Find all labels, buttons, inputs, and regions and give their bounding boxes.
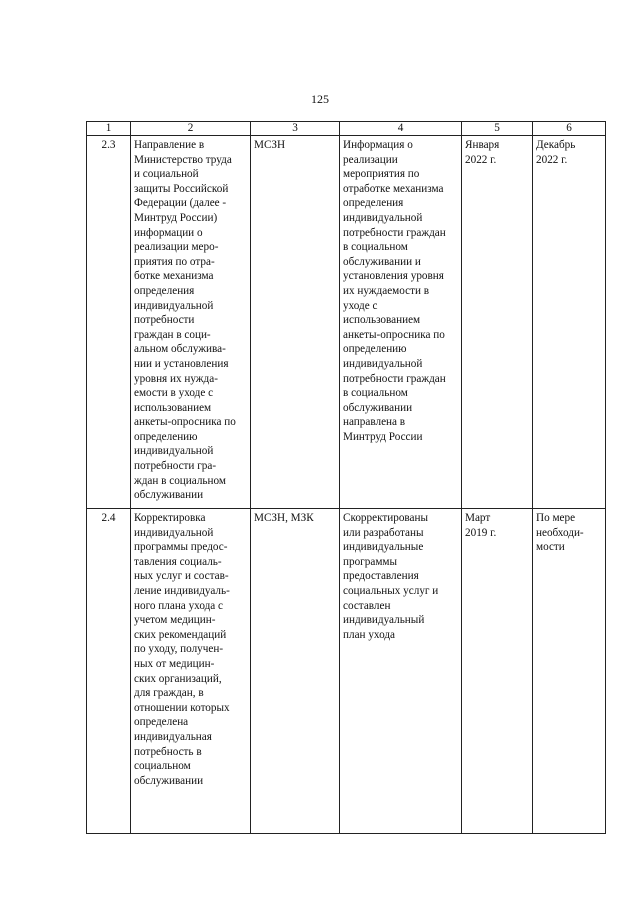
end-date: По мере необходи- мости <box>533 509 606 834</box>
expected-result: Информация о реализации мероприятия по отработке механизма определения индивидуальной потребности граждан в социальном обслуживании и установления уровня их нуждаемости в уходе с использованием анкеты-опросника по определению индивидуальной потребности граждан в социальном обслуживании направлена в Минтруд России <box>340 136 462 509</box>
table-row <box>87 509 606 834</box>
item-number: 2.4 <box>87 509 131 834</box>
page-number: 125 <box>311 92 329 106</box>
task-description: Направление в Министерство труда и социальной защиты Российской Федерации (далее - Минтруд России) информации о реализации меро- приятия по отра- ботке механизма определения индивидуальной потребности граждан в соци- альном обслужива- нии и установления уровня их нужда- емости в уходе с использованием анкеты-опросника по определению индивидуальной потребности гра- ждан в социальном обслуживании <box>131 136 251 509</box>
table-header-row <box>87 122 606 136</box>
executor: МСЗН, МЗК <box>251 509 340 834</box>
column-header: 6 <box>533 122 606 136</box>
start-date: Января 2022 г. <box>462 136 533 509</box>
column-header: 2 <box>131 122 251 136</box>
column-header: 1 <box>87 122 131 136</box>
expected-result: Скорректированы или разработаны индивидуальные программы предоставления социальных услуг и составлен индивидуальный план ухода <box>340 509 462 834</box>
start-date: Март 2019 г. <box>462 509 533 834</box>
column-header: 5 <box>462 122 533 136</box>
item-number: 2.3 <box>87 136 131 509</box>
end-date: Декабрь 2022 г. <box>533 136 606 509</box>
column-header: 3 <box>251 122 340 136</box>
task-description: Корректировка индивидуальной программы предос- тавления социаль- ных услуг и состав- ление индивидуаль- ного плана ухода с учетом медицин- ских рекомендаций по уходу, получен- ных от медицин- ских организаций, для граждан, в отношении которых определена индивидуальная потребность в социальном обслуживании <box>131 509 251 834</box>
executor: МСЗН <box>251 136 340 509</box>
plan-table <box>86 121 606 834</box>
table-row <box>87 136 606 509</box>
column-header: 4 <box>340 122 462 136</box>
